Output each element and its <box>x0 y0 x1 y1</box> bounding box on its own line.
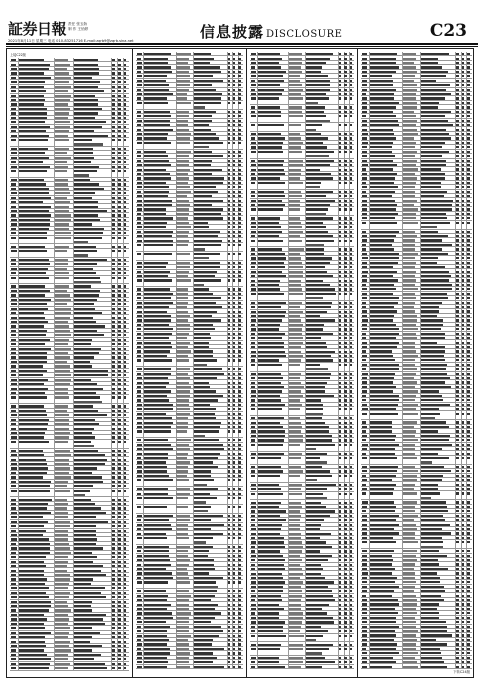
masthead-rule-thick <box>6 43 478 45</box>
table-row <box>136 536 243 545</box>
table-row <box>136 278 243 287</box>
table-row <box>250 150 354 159</box>
section-title-cn: 信息披露 <box>200 23 265 41</box>
table-row <box>136 141 243 150</box>
table-row <box>136 580 243 589</box>
dateline: 2021年8月11日 星期三 电话 010-83251716 E-mail:zqrb9@zqrb.sina.net <box>8 39 134 43</box>
table-row <box>250 665 354 669</box>
table-row <box>10 666 129 670</box>
table-column-4 <box>358 49 475 677</box>
table-row <box>250 634 354 643</box>
page-number: C23 <box>429 21 467 41</box>
table-rows <box>361 52 472 669</box>
table-row <box>250 407 354 416</box>
table-row <box>361 540 472 549</box>
table-row <box>136 252 243 261</box>
table-row <box>250 181 354 190</box>
table-row <box>250 363 354 372</box>
masthead <box>0 0 484 48</box>
editor-credits <box>68 22 88 31</box>
table-row <box>250 492 354 501</box>
table-row <box>250 207 354 216</box>
producer-line: 制 作 王怡婷 <box>68 26 89 31</box>
table-row <box>361 411 472 420</box>
editor-line: 责任 张玉娇 <box>68 22 88 26</box>
table-rows <box>10 58 129 671</box>
table-row <box>361 221 472 230</box>
table-row <box>250 96 354 105</box>
table-row <box>10 276 129 285</box>
table-row <box>136 496 243 505</box>
section-title-en: DISCLOSURE <box>266 29 343 40</box>
table-column-2 <box>133 49 247 677</box>
table-row <box>136 243 243 252</box>
table-row <box>136 429 243 438</box>
table-row <box>250 238 354 247</box>
table-row <box>250 114 354 123</box>
table-column-3 <box>247 49 358 677</box>
table-row <box>10 249 129 258</box>
table-row <box>250 474 354 483</box>
table-row <box>10 440 129 449</box>
table-row <box>250 292 354 301</box>
table-row <box>136 358 243 367</box>
table-row <box>136 478 243 487</box>
section-title <box>200 21 342 42</box>
table-row <box>10 395 129 404</box>
table-row <box>136 101 243 110</box>
table-row <box>136 505 243 514</box>
continued-to-label: 下转C24版 <box>453 670 470 674</box>
continued-from-label: 上接C22版 <box>10 53 26 57</box>
table-row <box>250 443 354 452</box>
table-row <box>10 489 129 498</box>
table-row <box>136 665 243 669</box>
table-row <box>250 123 354 132</box>
newspaper-logo: 証券日報 <box>8 20 67 38</box>
disclosure-table-sheet <box>6 48 474 678</box>
masthead-rule-thin <box>6 46 478 47</box>
table-row <box>250 647 354 656</box>
table-rows <box>250 52 354 669</box>
table-row <box>10 138 129 147</box>
table-row <box>250 456 354 465</box>
table-row <box>10 236 129 245</box>
table-row <box>361 491 472 500</box>
table-column-1 <box>7 49 133 677</box>
table-row <box>361 456 472 465</box>
table-rows <box>136 52 243 669</box>
table-row <box>10 169 129 178</box>
